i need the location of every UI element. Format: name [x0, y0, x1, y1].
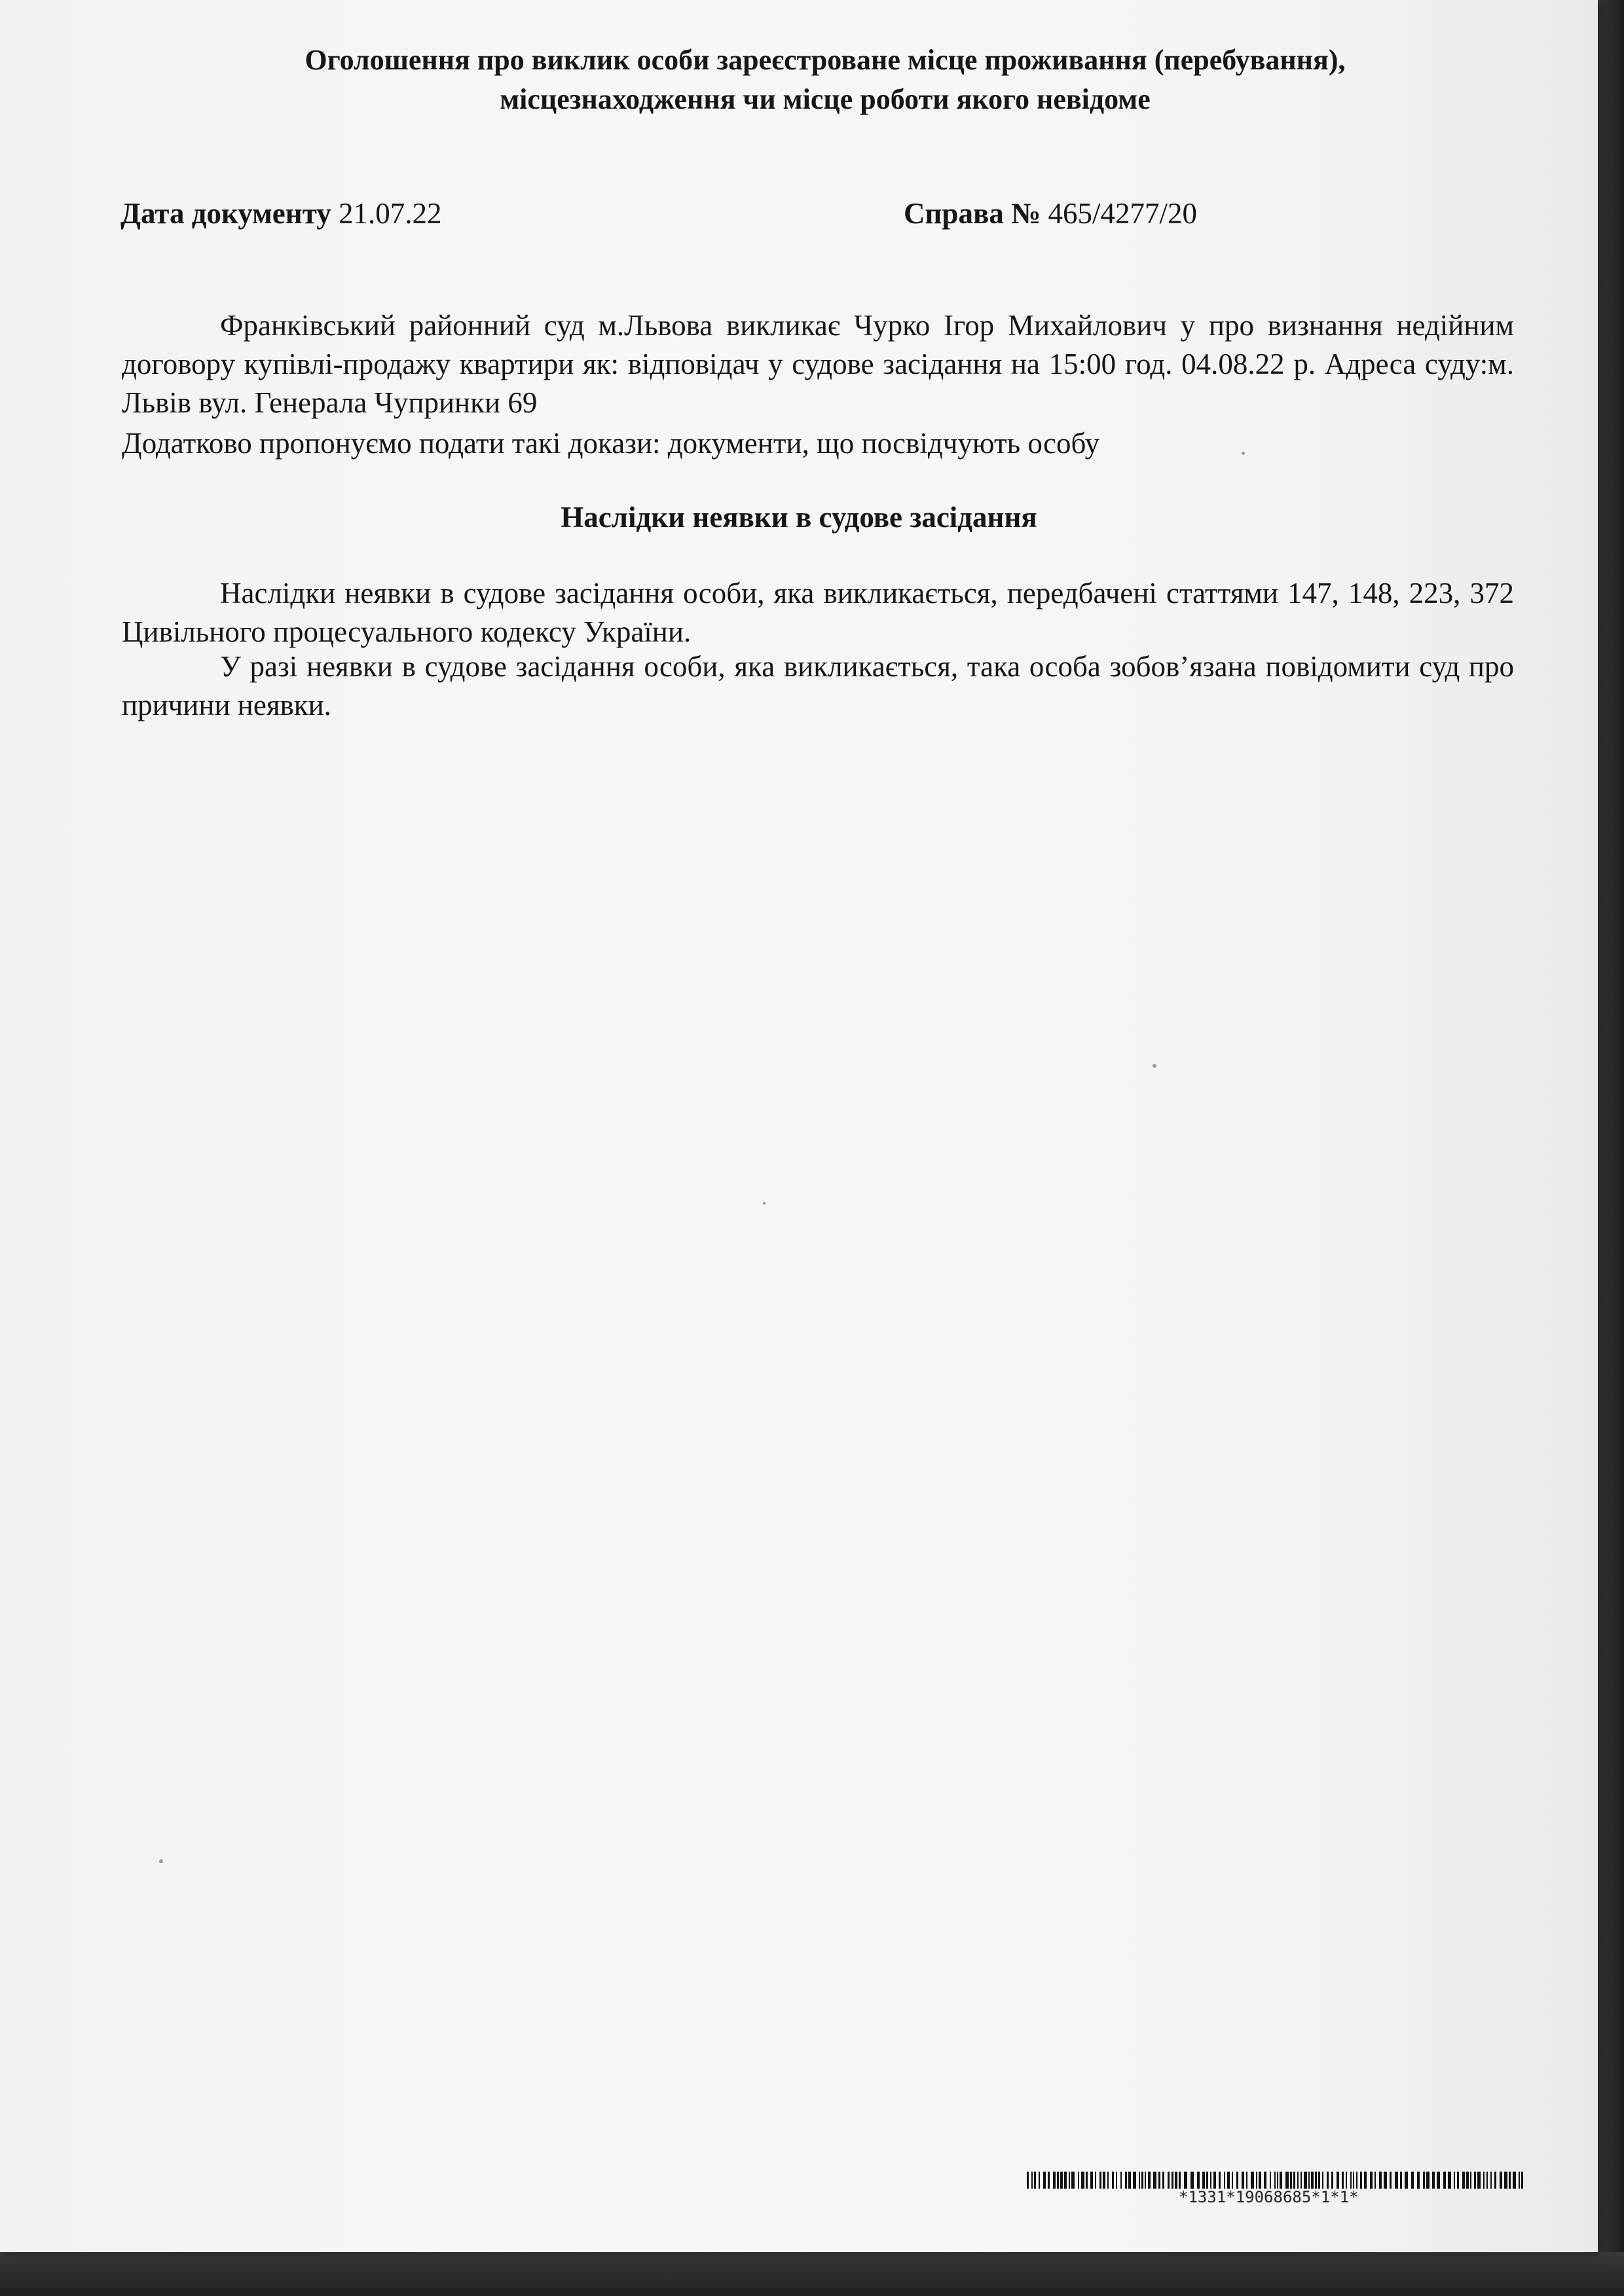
scan-speck	[159, 1859, 163, 1863]
barcode-bar	[1494, 2172, 1496, 2189]
scan-edge-bottom	[0, 2252, 1624, 2296]
barcode-number: *1331*19068685*1*1*	[1179, 2188, 1359, 2206]
barcode-bar	[1078, 2172, 1079, 2189]
evidence-text: Додатково пропонуємо подати такі докази: документи, що посвідчують особу	[122, 427, 1100, 460]
barcode-bar	[1145, 2172, 1146, 2189]
barcode-bar	[1099, 2172, 1101, 2189]
barcode-image	[1027, 2172, 1524, 2189]
barcode-bar	[1153, 2172, 1156, 2189]
summons-text: Франківський районний суд м.Львова викликає Чурко Ігор Михайлович у про визнання недійним договору купівлі-продажу квартири як: відповідач у судове засідання на 15:00 год. 04.08.22 р. Адреса суду:м. Львів вул. Генерала Чупринки 69	[122, 309, 1514, 419]
barcode-bar	[1477, 2172, 1481, 2189]
barcode-bar	[1232, 2172, 1233, 2189]
barcode-bar	[1031, 2172, 1033, 2189]
barcode-bar	[1270, 2172, 1271, 2189]
case-value: 465/4277/20	[1048, 197, 1197, 230]
barcode-bar	[1304, 2172, 1307, 2189]
document-title	[190, 41, 1460, 119]
barcode-bar	[1411, 2172, 1414, 2189]
barcode-bar	[1168, 2172, 1170, 2189]
barcode-bar	[1027, 2172, 1029, 2189]
barcode-bar	[1448, 2172, 1451, 2189]
case-number	[904, 194, 1197, 233]
barcode-bar	[1128, 2172, 1131, 2189]
barcode-bar	[1353, 2172, 1354, 2189]
barcode-bar	[1064, 2172, 1067, 2189]
barcode-bar	[1043, 2172, 1046, 2189]
barcode-bar	[1179, 2172, 1181, 2189]
barcode-bar	[1175, 2172, 1177, 2189]
barcode-bar	[1443, 2172, 1446, 2189]
barcode-bar	[1379, 2172, 1382, 2189]
consequences-text-1: Наслідки неявки в судове засідання особи, яка викликається, передбачені статтями 147, 148, 223, 372 Цивільного процесуального кодексу України.	[122, 577, 1514, 648]
barcode-bar	[1057, 2172, 1059, 2189]
barcode-bar	[1246, 2172, 1247, 2189]
barcode-bar	[1426, 2172, 1430, 2189]
barcode-bar	[1158, 2172, 1160, 2189]
case-label: Справа №	[904, 197, 1041, 230]
barcode-bar	[1360, 2172, 1362, 2189]
document-date	[120, 194, 441, 233]
barcode-bar	[1370, 2172, 1373, 2189]
scan-speck	[763, 1202, 766, 1205]
barcode-bar	[1116, 2172, 1117, 2189]
barcode-bar	[1318, 2172, 1320, 2189]
barcode-bar	[1081, 2172, 1084, 2189]
barcode-bar	[1384, 2172, 1387, 2189]
barcode-bar	[1466, 2172, 1469, 2189]
barcode-bar	[1071, 2172, 1075, 2189]
barcode-bar	[1308, 2172, 1310, 2189]
barcode-bar	[1034, 2172, 1036, 2189]
barcode-bar	[1053, 2172, 1056, 2189]
barcode-bar	[1224, 2172, 1225, 2189]
barcode-bar	[1342, 2172, 1344, 2189]
barcode-bar	[1454, 2172, 1455, 2189]
barcode-bar	[1148, 2172, 1151, 2189]
barcode-bar	[1227, 2172, 1230, 2189]
barcode-bar	[1103, 2172, 1105, 2189]
barcode-bar	[1219, 2172, 1221, 2189]
barcode-bar	[1125, 2172, 1127, 2189]
title-line-2: місцезнаходження чи місце роботи якого невідоме	[500, 83, 1151, 115]
barcode-bar	[1405, 2172, 1408, 2189]
barcode-bar	[1090, 2172, 1093, 2189]
barcode-bar	[1490, 2172, 1492, 2189]
barcode-bar	[1251, 2172, 1254, 2189]
barcode-bar	[1112, 2172, 1114, 2189]
consequences-paragraph-1	[122, 574, 1514, 651]
barcode-bar	[1133, 2172, 1136, 2189]
barcode-bar	[1297, 2172, 1299, 2189]
barcode-bar	[1301, 2172, 1302, 2189]
barcode-bar	[1095, 2172, 1096, 2189]
barcode-bar	[1331, 2172, 1333, 2189]
barcode-bar	[1350, 2172, 1352, 2189]
barcode-bar	[1513, 2172, 1516, 2189]
title-line-1: Оголошення про виклик особи зареєстроване місце проживання (перебування),	[304, 44, 1346, 76]
barcode-bar	[1293, 2172, 1295, 2189]
barcode-bar	[1470, 2172, 1471, 2189]
barcode-bar	[1290, 2172, 1292, 2189]
scan-speck	[1153, 1064, 1156, 1068]
barcode-bar	[1264, 2172, 1266, 2189]
barcode-bar	[1069, 2172, 1070, 2189]
barcode-bar	[1457, 2172, 1459, 2189]
barcode-bar	[1197, 2172, 1200, 2189]
barcode-bar	[1364, 2172, 1367, 2189]
barcode-bar	[1356, 2172, 1357, 2189]
barcode-bar	[1259, 2172, 1261, 2189]
barcode-bar	[1184, 2172, 1187, 2189]
barcode-bar	[1417, 2172, 1420, 2189]
barcode-bar	[1285, 2172, 1289, 2189]
barcode-bar	[1509, 2172, 1511, 2189]
consequences-heading: Наслідки неявки в судове засідання	[561, 501, 1037, 534]
barcode-bar	[1162, 2172, 1164, 2189]
barcode-bar	[1400, 2172, 1402, 2189]
barcode-bar	[1315, 2172, 1317, 2189]
barcode-bar	[1521, 2172, 1523, 2189]
barcode-bar	[1519, 2172, 1520, 2189]
barcode-bar	[1327, 2172, 1329, 2189]
barcode-bar	[1190, 2172, 1194, 2189]
barcode-bar	[1483, 2172, 1485, 2189]
barcode-bar	[1039, 2172, 1040, 2189]
barcode-bar	[1375, 2172, 1376, 2189]
barcode-bar	[1139, 2172, 1140, 2189]
evidence-paragraph	[122, 424, 1514, 463]
barcode-bar	[1437, 2172, 1440, 2189]
barcode-bar	[1395, 2172, 1398, 2189]
date-label: Дата документу	[120, 197, 331, 230]
barcode-bar	[1048, 2172, 1050, 2189]
barcode-bar	[1462, 2172, 1465, 2189]
barcode-bar	[1504, 2172, 1507, 2189]
barcode-bar	[1322, 2172, 1323, 2189]
barcode-bar	[1213, 2172, 1216, 2189]
barcode-bar	[1311, 2172, 1314, 2189]
barcode-bar	[1242, 2172, 1244, 2189]
summons-paragraph	[122, 306, 1514, 422]
barcode-bar	[1236, 2172, 1238, 2189]
barcode-bar	[1423, 2172, 1425, 2189]
barcode-bar	[1202, 2172, 1205, 2189]
barcode-bar	[1500, 2172, 1502, 2189]
barcode-bar	[1280, 2172, 1282, 2189]
barcode-bar	[1060, 2172, 1063, 2189]
consequences-text-2: У разі неявки в судове засідання особи, яка викликається, така особа зобов’язана повідомити суд про причини неявки.	[122, 650, 1514, 721]
barcode-bar	[1432, 2172, 1435, 2189]
barcode-bar	[1120, 2172, 1122, 2189]
barcode-bar	[1346, 2172, 1347, 2189]
barcode-bar	[1086, 2172, 1088, 2189]
barcode-bar	[1107, 2172, 1109, 2189]
barcode-bar	[1486, 2172, 1488, 2189]
consequences-paragraph-2	[122, 647, 1514, 725]
barcode-bar	[1337, 2172, 1339, 2189]
barcode-bar	[1274, 2172, 1276, 2189]
barcode-bar	[1390, 2172, 1392, 2189]
barcode-bar	[1172, 2172, 1173, 2189]
barcode-bar	[1141, 2172, 1143, 2189]
date-value: 21.07.22	[338, 197, 442, 230]
barcode-bar	[1277, 2172, 1278, 2189]
barcode-bar	[1206, 2172, 1208, 2189]
barcode-bar	[1210, 2172, 1211, 2189]
barcode-bar	[1474, 2172, 1476, 2189]
scan-speck	[1242, 452, 1245, 455]
barcode-bar	[1256, 2172, 1257, 2189]
